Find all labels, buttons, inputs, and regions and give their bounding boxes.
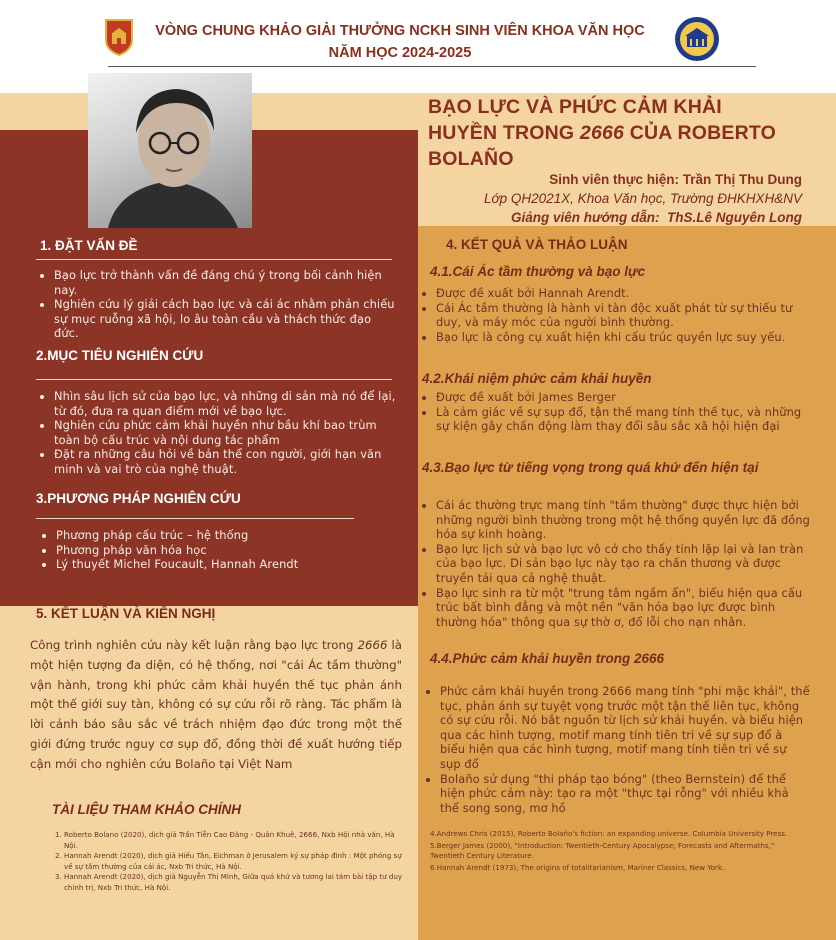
list-item: • Lý thuyết Michel Foucault, Hannah Arendt (56, 557, 380, 572)
header-line-2: NĂM HỌC 2024-2025 (328, 45, 472, 61)
advisor-label: Giảng viên hướng dẫn: (511, 210, 660, 225)
faculty-seal-icon (674, 16, 720, 62)
author-photo (88, 73, 252, 228)
list-item: • Nhìn sâu lịch sử của bạo lực, và những di sản mà nó để lại, từ đó, đưa ra quan điểm mới về bạo lực. (54, 389, 396, 418)
subsection-4-4-heading: 4.4.Phức cảm khải huyền trong 2666 (430, 651, 664, 666)
subsection-4-2-list (420, 390, 810, 434)
section-1-list (38, 268, 396, 341)
title-line-1: BẠO LỰC VÀ PHỨC CẢM KHẢI (428, 96, 722, 118)
section-2-heading: 2.MỤC TIÊU NGHIÊN CỨU (36, 348, 204, 363)
list-item: • Nghiên cứu phức cảm khải huyền như bầu khí bao trùm toàn bộ cấu trúc và nội dung tác phẩm (54, 418, 396, 447)
reference-item: 4.Andrews Chris (2015), Roberto Bolaño's fiction: an expanding universe. Columbia University Press. (430, 829, 788, 838)
title-line-2-post: CỦA ROBERTO (624, 122, 777, 144)
conclusion-text (30, 636, 402, 775)
reference-item: 1. Roberto Bolano (2020), dịch giả Trần Tiễn Cao Đăng - Quân Khuê, 2666, Nxb Hội nhà văn, Hà Nội. (64, 830, 404, 851)
references-right (430, 829, 790, 874)
reference-item: 2. Hannah Arendt (2020), dịch giả Hiếu Tân, Eichman ở Jerusalem ký sự pháp đình : Một phóng sự về sự tầm thường của cái ác, Nxb Tri thức, Hà Nội. (64, 851, 404, 872)
list-item: • Bạo lực lịch sử và bạo lực vô cớ cho thấy tính lặp lại và lan tràn của bạo lực. Di sản bạo lực này tạo ra chấn thương và được truyền tải qua cả nghệ thuật. (436, 542, 810, 586)
advisor-name: ThS.Lê Nguyên Long (667, 210, 802, 225)
list-item: • Cái ác thường trực mang tính "tầm thường" được thực hiện bởi những người bình thường trong một hệ thống quyền lực đã đồng hóa sự kinh hoàng. (436, 498, 810, 542)
subsection-4-2-heading: 4.2.Khái niệm phức cảm khải huyền (422, 371, 652, 386)
poster-title (428, 94, 808, 172)
student-label: Sinh viên thực hiện: (549, 172, 679, 187)
title-line-2 (428, 120, 808, 146)
reference-item: 6.Hannah Arendt (1973), The origins of totalitarianism, Mariner Classics, New York. (430, 862, 725, 872)
list-item: • Là cảm giác về sự sụp đổ, tận thế mang tính thế tục, và những sự kiện gây chấn động làm thay đổi sâu sắc xã hội hiện đại (436, 405, 810, 434)
list-item: • Phương pháp văn hóa học (56, 543, 380, 558)
advisor-line (420, 208, 802, 227)
subsection-4-4-list (424, 684, 810, 815)
student-name: Trần Thị Thu Dung (682, 172, 802, 187)
references-heading: TÀI LIỆU THAM KHẢO CHÍNH (52, 802, 241, 817)
section-3-rule (36, 518, 354, 519)
subsection-4-3-heading: 4.3.Bạo lực từ tiếng vọng trong quá khứ đến hiện tại (422, 460, 759, 475)
title-novel-name: 2666 (579, 122, 625, 144)
list-item: • Phương pháp cấu trúc – hệ thống (56, 528, 380, 543)
subsection-4-1-heading: 4.1.Cái Ác tầm thường và bạo lực (430, 264, 646, 279)
references-left (52, 830, 404, 894)
list-item: • Cái Ác tầm thường là hành vi tàn độc xuất phát từ sự thiếu tư duy, và máy móc của người bình thường. (436, 301, 810, 330)
section-3-heading: 3.PHƯƠNG PHÁP NGHIÊN CỨU (36, 491, 241, 506)
header-line-1: VÒNG CHUNG KHẢO GIẢI THƯỞNG NCKH SINH VIÊN KHOA VĂN HỌC (155, 23, 645, 39)
reference-item: 3. Hannah Arendt (2020), dịch giả Nguyễn Thị Minh, Giữa quá khứ và tương lai tám bài tập tư duy chính trị, Nxb Tri thức, Hà Nội. (64, 872, 404, 893)
section-1-heading: 1. ĐẶT VẤN ĐỀ (40, 238, 138, 253)
conclusion-part-b: là một hiện tượng đa diện, có hệ thống, nơi "cái Ác tầm thường" vận hành, trong khi phức cảm khải huyền thế tục phản ánh một thế giới suy tàn, không có sự cứu rỗi rõ ràng. Tác phẩm là lời cảnh báo sâu sắc về trách nhiệm đạo đức trong một thế giới đứng trước nguy cơ sụp đổ, đồng thời đề xuất hướng tiếp cận mới cho nghiên cứu Bolaño tại Việt Nam (30, 638, 403, 771)
list-item: • Bolaño sử dụng "thi pháp tạo bóng" (theo Bernstein) để thể hiện phức cảm này: tạo ra một "thực tại rỗng" với nhiều khả thể song song, mơ hồ (440, 772, 810, 816)
author-block (420, 170, 802, 227)
title-line-3: BOLAÑO (428, 148, 514, 170)
section-4-heading: 4. KẾT QUẢ VÀ THẢO LUẬN (446, 237, 628, 252)
header-divider (108, 66, 756, 67)
section-5-heading: 5. KẾT LUẬN VÀ KIẾN NGHỊ (36, 606, 216, 621)
conclusion-novel-name: 2666 (357, 638, 388, 652)
list-item: • Được đề xuất bởi James Berger (436, 390, 810, 405)
conclusion-part-a: Công trình nghiên cứu này kết luận rằng bạo lực trong (30, 638, 358, 652)
list-item: • Nghiên cứu lý giải cách bạo lực và cái ác nhằm phản chiếu sự mục ruỗng xã hội, lo âu toàn cầu và thách thức đạo đức. (54, 297, 396, 341)
student-line (420, 170, 802, 189)
title-line-2-pre: HUYỀN TRONG (428, 122, 580, 144)
section-1-rule (36, 259, 392, 260)
list-item: • Được đề xuất bởi Hannah Arendt. (436, 286, 810, 301)
section-3-list (40, 528, 380, 572)
section-2-list (38, 389, 396, 476)
subsection-4-1-list (420, 286, 810, 344)
list-item: • Đặt ra những câu hỏi về bản thể con người, giới hạn văn minh và vai trò của nghệ thuật. (54, 447, 396, 476)
reference-item: 5.Berger James (2000), "Introduction: Twentieth-Century Apocalypse; Forecasts and Aftermaths," Twentieth Century Literature. (430, 840, 775, 861)
list-item: • Phức cảm khải huyền trong 2666 mang tính "phi mặc khải", thế tục, phản ánh sự tuyệt vọng trước một tận thế liên tục, không có sự cứu rỗi. Nó bắt nguồn từ lịch sử khải huyền. và biểu hiện qua các hình tượng, motif mang tính tiên tri về sự sụp đổ à biểu hiện qua các hình tượng, motif mang tính tiên tri về sự sụp đổ (440, 684, 810, 772)
subsection-4-3-list (420, 498, 810, 629)
list-item: • Bạo lực là công cụ xuất hiện khi cấu trúc quyền lực suy yếu. (436, 330, 810, 345)
affiliation: Lớp QH2021X, Khoa Văn học, Trường ĐHKHXH&NV (483, 191, 802, 206)
conference-header (120, 20, 680, 64)
list-item: • Bạo lực sinh ra từ một "trung tâm ngầm ẩn", biểu hiện qua cấu trúc bất bình đẳng và một nền "văn hóa bạo lực được bình thường hóa" thông qua sự thờ ơ, đổ lỗi cho nạn nhân. (436, 586, 810, 630)
list-item: • Bạo lực trở thành vấn đề đáng chú ý trong bối cảnh hiện nay. (54, 268, 396, 297)
section-2-rule (36, 379, 392, 380)
